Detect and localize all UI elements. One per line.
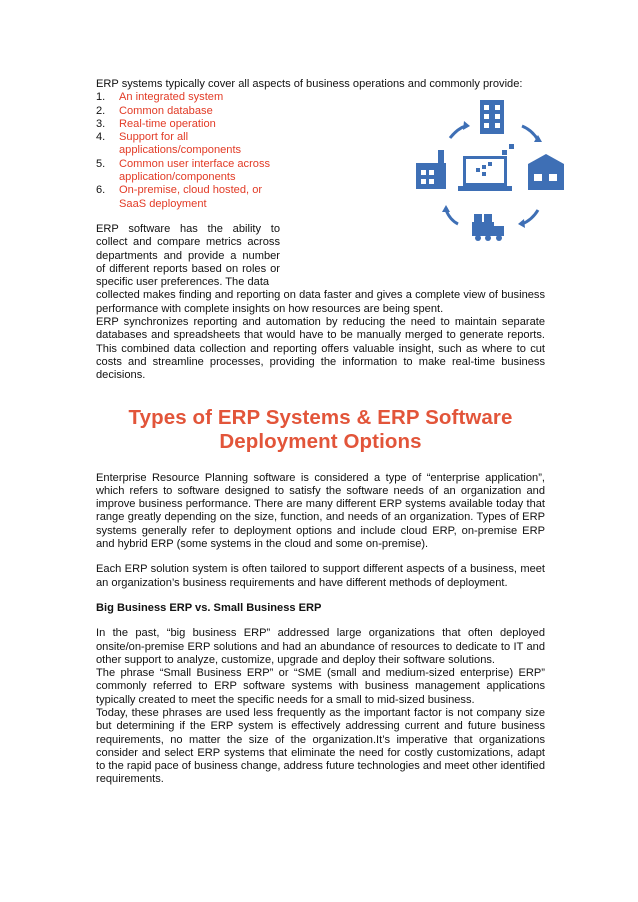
list-number: 1. <box>96 91 106 104</box>
list-item <box>96 131 242 158</box>
list-number: 5. <box>96 157 106 170</box>
subheading: Big Business ERP vs. Small Business ERP <box>96 601 322 614</box>
list-item <box>96 91 303 104</box>
list-item-text: Common user interface across application/components <box>119 157 271 184</box>
metrics-paragraph-wrapped: ERP software has the ability to collect and compare metrics across departments and provide a number of different reports based on roles or specific user preferences. The data <box>96 222 280 289</box>
heading-line-1: Types of ERP Systems & ERP Software <box>128 405 513 429</box>
big-business-paragraph: In the past, “big business ERP” addressed large organizations that often deployed onsite/on-premise ERP solutions and had an abundance of resources to dedicate to IT and other support to analyze, customize, upgrade and deploy their software solutions. <box>96 627 545 666</box>
small-business-paragraph: The phrase “Small Business ERP” or “SME (small and medium-sized enterprise) ERP” commonly referred to ERP software systems with business management applications typically created to meet the specific needs for a small to mid-sized business. <box>96 667 545 706</box>
list-item-text: Support for all applications/components <box>119 131 242 157</box>
erp-cycle-illustration <box>410 98 568 248</box>
list-number: 6. <box>96 184 106 197</box>
metrics-paragraph-rest: collected makes finding and reporting on data faster and gives a complete view of business performance with complete insights on how resources are being spent. <box>96 289 545 315</box>
section-heading <box>96 406 545 454</box>
list-item-text: Common database <box>119 104 213 117</box>
tailored-paragraph: Each ERP solution system is often tailored to support different aspects of a business, meet an organization’s business requirements and have different methods of deployment. <box>96 563 545 589</box>
today-paragraph: Today, these phrases are used less frequently as the important factor is not company size but determining if the ERP system is effectively addressing current and future business requirements, no matter the size of the organization.It’s imperative that organizations consider and select ERP systems that eliminate the need for costly customizations, adapt to the rapid pace of business change, address future technologies and meet other identified requirements. <box>96 706 545 786</box>
factory-icon <box>416 150 446 189</box>
heading-line-2: Deployment Options <box>219 429 422 453</box>
list-number: 3. <box>96 117 106 130</box>
office-building-icon <box>480 100 504 134</box>
list-item-text: Real-time operation <box>119 117 216 130</box>
list-item <box>96 105 303 118</box>
intro-text: ERP systems typically cover all aspects of business operations and commonly provide: <box>96 78 523 90</box>
warehouse-icon <box>528 154 564 190</box>
synchronize-paragraph: ERP synchronizes reporting and automation by reducing the need to maintain separate databases and spreadsheets that would have to be manually merged to generate reports. This combined data collection and reporting offers valuable insight, such as where to cut costs and streamline processes, providing the information to make real-time business decisions. <box>96 316 545 382</box>
list-number: 4. <box>96 131 106 144</box>
laptop-icon <box>458 144 514 191</box>
list-number: 2. <box>96 104 106 117</box>
enterprise-paragraph: Enterprise Resource Planning software is considered a type of “enterprise application”, which refers to software designed to satisfy the software needs of an organization and improve business performance. There are many different ERP systems available today that range greatly depending on the size, function, and needs of an organization. Types of ERP systems generally refer to deployment options and include cloud ERP, on-premise ERP and hybrid ERP (some systems in the cloud and some on-premise). <box>96 471 545 551</box>
list-item-text: On-premise, cloud hosted, or SaaS deployment <box>119 184 263 210</box>
list-item <box>96 118 303 131</box>
list-item-text: An integrated system <box>119 91 224 104</box>
delivery-truck-icon <box>472 214 504 241</box>
list-item <box>96 184 289 211</box>
list-item <box>96 158 303 185</box>
